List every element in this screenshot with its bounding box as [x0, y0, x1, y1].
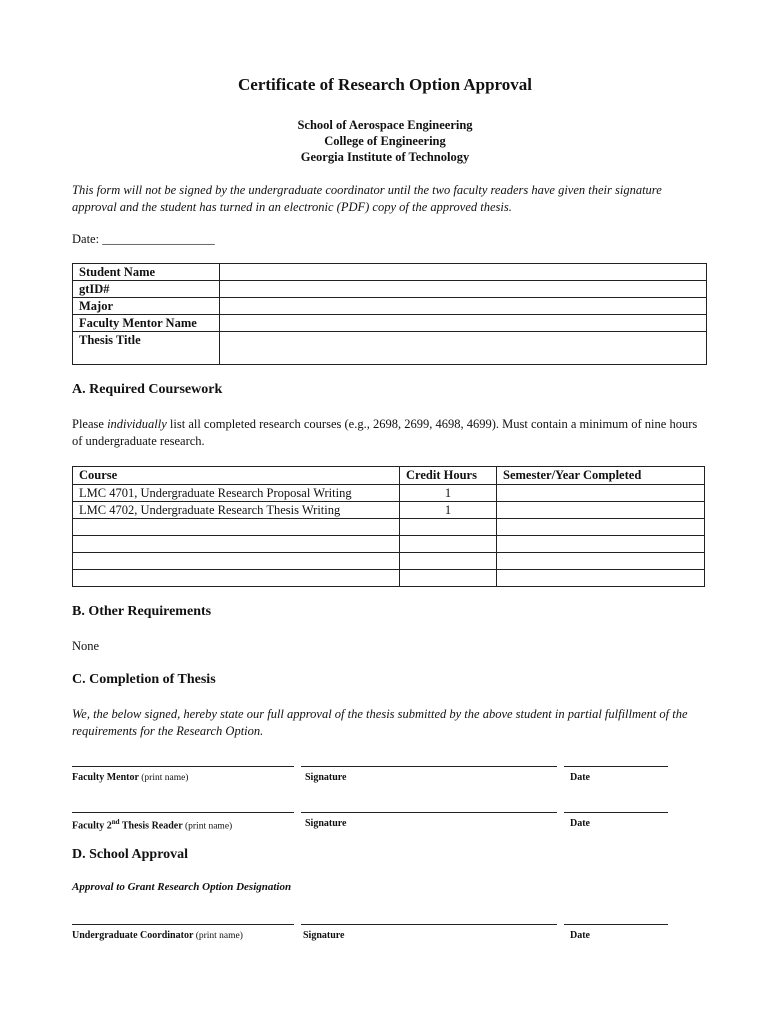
coordinator-date-line[interactable] — [564, 924, 668, 925]
course-cell[interactable] — [73, 553, 400, 570]
reader-signature-line[interactable] — [301, 812, 557, 813]
table-row — [73, 332, 707, 365]
institute-name: Georgia Institute of Technology — [300, 150, 470, 164]
table-row — [73, 315, 707, 332]
faculty-mentor-signature-row — [72, 766, 672, 796]
coordinator-signature-row — [72, 924, 672, 954]
thesis-title-field[interactable] — [220, 332, 707, 365]
table-row — [73, 485, 705, 502]
second-reader-signature-row — [72, 812, 672, 842]
section-b-heading: B. Other Requirements — [72, 604, 212, 619]
course-cell[interactable]: LMC 4701, Undergraduate Research Proposal Writing — [73, 485, 400, 502]
table-row — [73, 502, 705, 519]
table-row — [73, 281, 707, 298]
approval-subheading: Approval to Grant Research Option Designation — [72, 881, 292, 893]
table-row — [73, 536, 705, 553]
semester-cell[interactable] — [497, 536, 705, 553]
gtid-field[interactable] — [220, 281, 707, 298]
approval-statement: We, the below signed, hereby state our full approval of the thesis submitted by the above student in partial fulfillment of the requirements for the Research Option. — [72, 707, 688, 738]
reader-role-sup: nd — [111, 818, 120, 826]
table-row — [73, 553, 705, 570]
faculty-mentor-label: Faculty Mentor Name — [73, 315, 220, 332]
credit-hours-cell[interactable]: 1 — [400, 485, 497, 502]
section-a-heading: A. Required Coursework — [72, 382, 223, 397]
student-name-label: Student Name — [73, 264, 220, 281]
student-name-field[interactable] — [220, 264, 707, 281]
course-cell[interactable] — [73, 519, 400, 536]
school-name: School of Aerospace Engineering — [297, 118, 473, 132]
instructions-pre: Please — [72, 417, 108, 431]
course-cell[interactable] — [73, 570, 400, 587]
table-row — [73, 264, 707, 281]
mentor-role: Faculty Mentor — [72, 772, 139, 783]
signing-notice: This form will not be signed by the undergraduate coordinator until the two faculty readers have given their signature approval and the student has turned in an electronic (PDF) copy of the approved thesis. — [72, 183, 662, 214]
page-title: Certificate of Research Option Approval — [238, 75, 532, 94]
faculty-mentor-field[interactable] — [220, 315, 707, 332]
section-d-heading: D. School Approval — [72, 847, 189, 862]
coordinator-name-label — [72, 930, 243, 941]
reader-role-post: Thesis Reader — [119, 820, 183, 832]
semester-cell[interactable] — [497, 519, 705, 536]
credit-hours-cell[interactable] — [400, 536, 497, 553]
college-name: College of Engineering — [324, 134, 446, 148]
course-header: Course — [73, 467, 400, 485]
course-cell[interactable] — [73, 536, 400, 553]
course-cell[interactable]: LMC 4702, Undergraduate Research Thesis Writing — [73, 502, 400, 519]
date-label: Date — [570, 772, 590, 783]
mentor-date-line[interactable] — [564, 766, 668, 767]
print-name-hint: (print name) — [195, 931, 243, 941]
date-label: Date — [570, 930, 590, 941]
instructions-post: list all completed research courses (e.g., 2698, 2699, 4698, 4699). Must contain a minimum of nine hours of undergraduate research. — [72, 417, 698, 448]
credit-hours-cell[interactable] — [400, 519, 497, 536]
mentor-signature-line[interactable] — [301, 766, 557, 767]
table-row — [73, 570, 705, 587]
semester-cell[interactable] — [497, 485, 705, 502]
institution-block — [0, 117, 770, 165]
semester-cell[interactable] — [497, 570, 705, 587]
reader-name-line[interactable] — [72, 812, 294, 813]
print-name-hint: (print name) — [184, 821, 233, 832]
other-requirements-text: None — [72, 639, 100, 653]
credit-hours-cell[interactable] — [400, 570, 497, 587]
date-label: Date — [570, 818, 590, 829]
signature-label: Signature — [303, 930, 345, 941]
mentor-name-label — [72, 772, 188, 783]
reader-date-line[interactable] — [564, 812, 668, 813]
table-header-row — [73, 467, 705, 485]
coursework-instructions — [72, 416, 702, 450]
student-info-table — [72, 263, 707, 365]
signature-label: Signature — [305, 818, 347, 829]
reader-name-label — [72, 818, 232, 831]
coordinator-role: Undergraduate Coordinator — [72, 930, 194, 941]
coursework-table — [72, 466, 705, 587]
print-name-hint: (print name) — [141, 773, 189, 783]
signature-label: Signature — [305, 772, 347, 783]
mentor-name-line[interactable] — [72, 766, 294, 767]
table-row — [73, 519, 705, 536]
coordinator-name-line[interactable] — [72, 924, 294, 925]
thesis-title-label: Thesis Title — [73, 332, 220, 365]
credit-hours-cell[interactable] — [400, 553, 497, 570]
gtid-label: gtID# — [73, 281, 220, 298]
credit-hours-cell[interactable]: 1 — [400, 502, 497, 519]
coordinator-signature-line[interactable] — [301, 924, 557, 925]
instructions-emphasis: individually — [107, 417, 167, 431]
table-row — [73, 298, 707, 315]
section-c-heading: C. Completion of Thesis — [72, 672, 216, 687]
major-field[interactable] — [220, 298, 707, 315]
reader-role-pre: Faculty 2 — [72, 820, 112, 832]
semester-header: Semester/Year Completed — [497, 467, 705, 485]
credit-hours-header: Credit Hours — [400, 467, 497, 485]
semester-cell[interactable] — [497, 553, 705, 570]
major-label: Major — [73, 298, 220, 315]
date-field[interactable]: Date: __________________ — [72, 232, 215, 246]
semester-cell[interactable] — [497, 502, 705, 519]
